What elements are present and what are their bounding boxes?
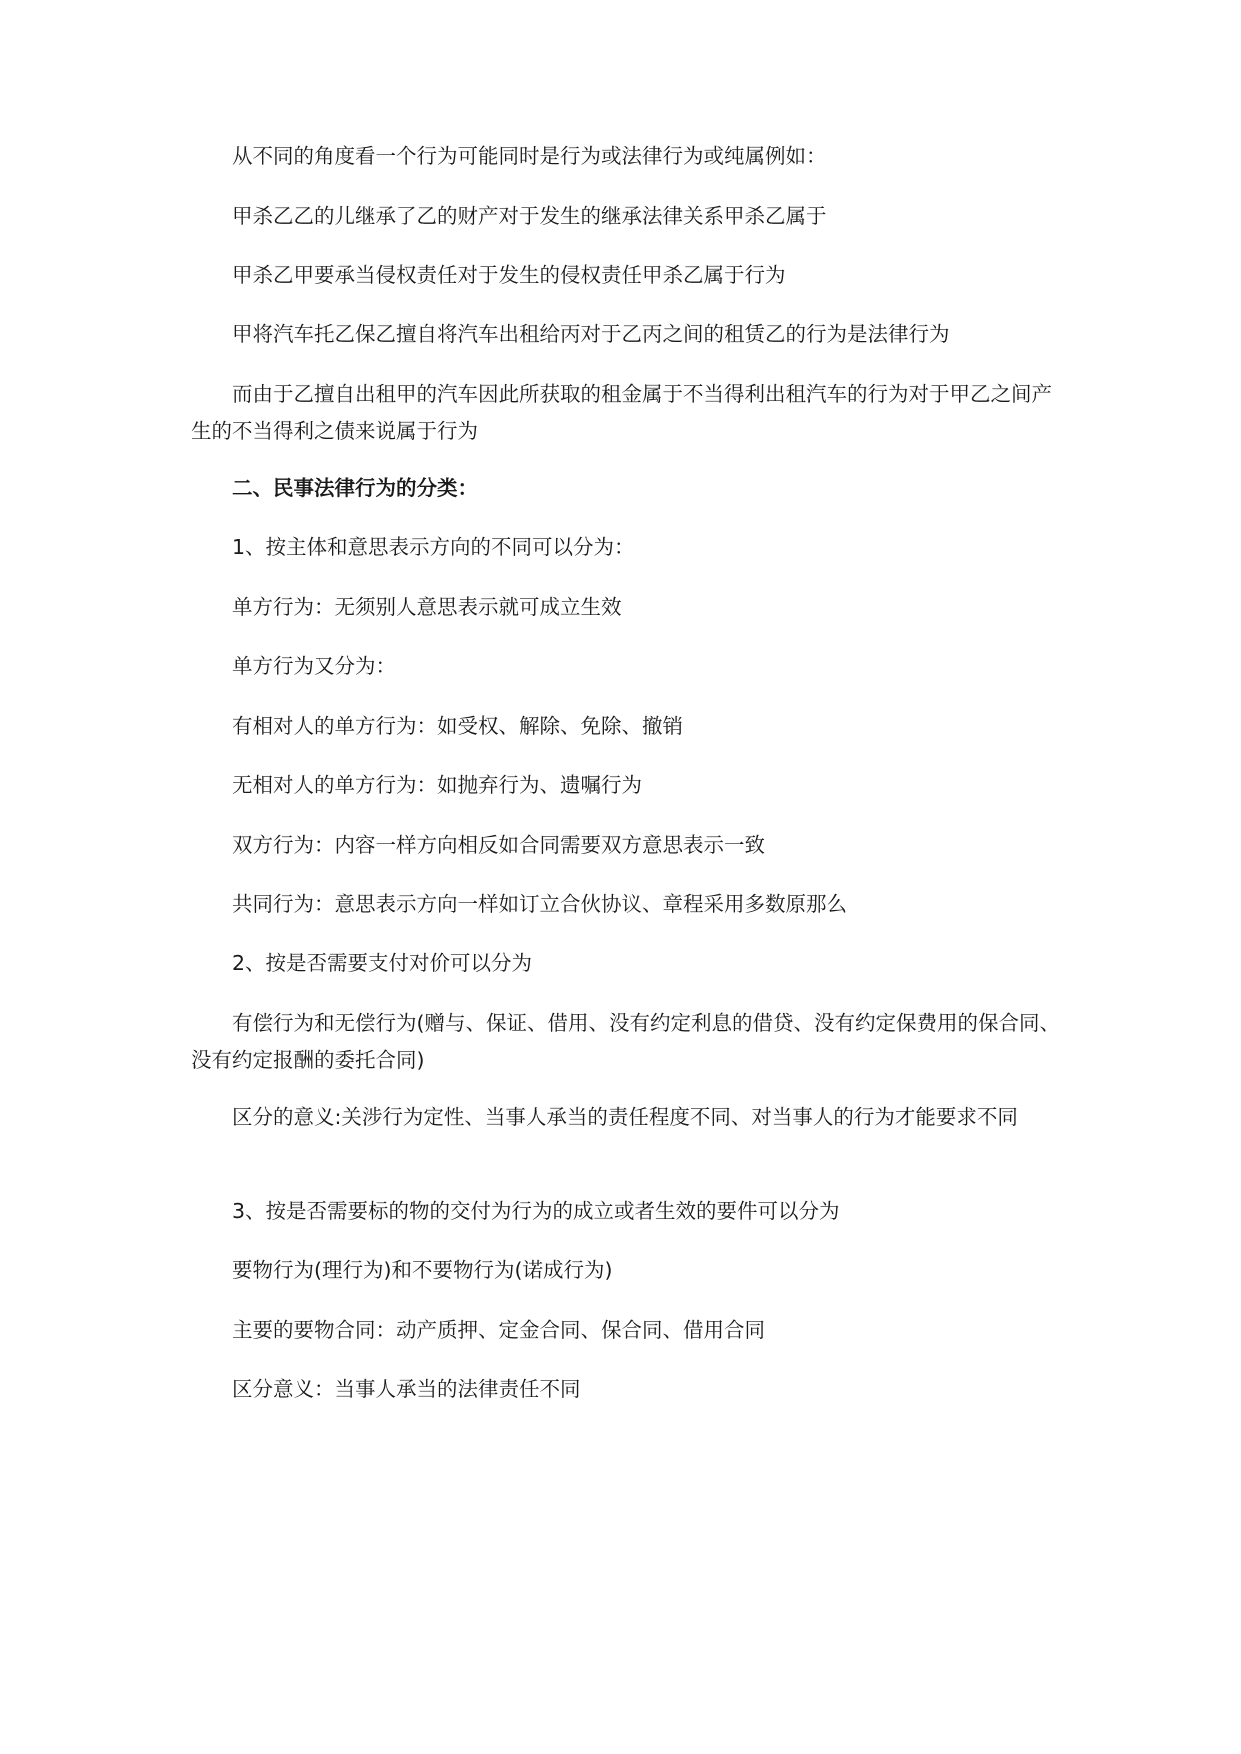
paragraph-12: 双方行为：内容一样方向相反如合同需要双方意思表示一致	[232, 833, 765, 857]
paragraph-18: 要物行为(理行为)和不要物行为(诺成行为)	[232, 1258, 613, 1282]
paragraph-8: 单方行为：无须别人意思表示就可成立生效	[232, 595, 622, 619]
paragraph-3: 甲杀乙甲要承当侵权责任对于发生的侵权责任甲杀乙属于行为	[232, 263, 786, 287]
paragraph-16: 区分的意义:关涉行为定性、当事人承当的责任程度不同、对当事人的行为才能要求不同	[232, 1105, 1018, 1129]
paragraph-15: 有偿行为和无偿行为(赠与、保证、借用、没有约定利息的借贷、没有约定保费用的保合同、没有约定报酬的委托合同)	[191, 1011, 1060, 1072]
paragraph-5: 而由于乙擅自出租甲的汽车因此所获取的租金属于不当得利出租汽车的行为对于甲乙之间产生的不当得利之债来说属于行为	[191, 382, 1052, 443]
paragraph-13: 共同行为：意思表示方向一样如订立合伙协议、章程采用多数原那么	[232, 892, 847, 916]
paragraph-14: 2、按是否需要支付对价可以分为	[232, 951, 533, 975]
paragraph-2: 甲杀乙乙的儿继承了乙的财产对于发生的继承法律关系甲杀乙属于	[232, 204, 827, 228]
paragraph-7: 1、按主体和意思表示方向的不同可以分为：	[232, 535, 635, 559]
paragraph-1: 从不同的角度看一个行为可能同时是行为或法律行为或纯属例如：	[232, 144, 827, 168]
paragraph-10: 有相对人的单方行为：如受权、解除、免除、撤销	[232, 714, 683, 738]
paragraph-17: 3、按是否需要标的物的交付为行为的成立或者生效的要件可以分为	[232, 1199, 840, 1223]
paragraph-11: 无相对人的单方行为：如抛弃行为、遗嘱行为	[232, 773, 642, 797]
paragraph-4: 甲将汽车托乙保乙擅自将汽车出租给丙对于乙丙之间的租赁乙的行为是法律行为	[232, 322, 950, 346]
paragraph-9: 单方行为又分为：	[232, 654, 396, 678]
paragraph-20: 区分意义：当事人承当的法律责任不同	[232, 1377, 581, 1401]
section-heading: 二、民事法律行为的分类：	[232, 476, 478, 500]
paragraph-19: 主要的要物合同：动产质押、定金合同、保合同、借用合同	[232, 1318, 765, 1342]
